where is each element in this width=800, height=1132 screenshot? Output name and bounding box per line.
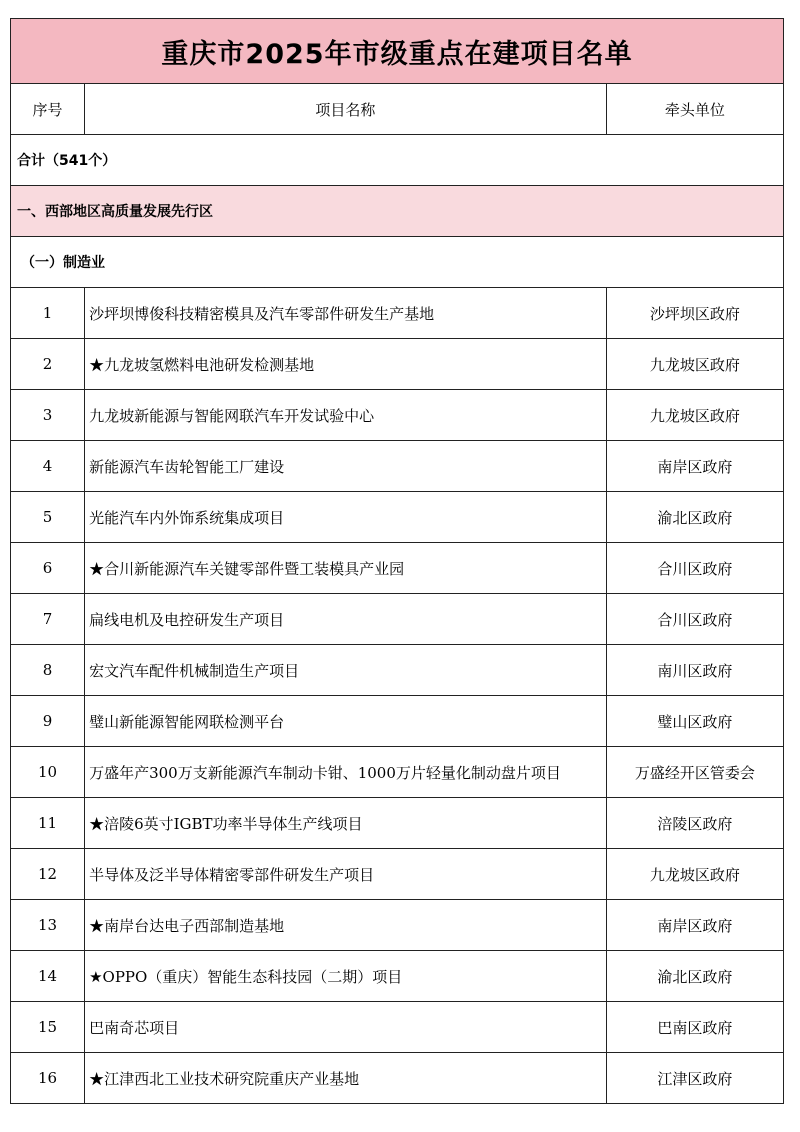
table-row [11,492,784,543]
project-name: 新能源汽车齿轮智能工厂建设 [85,441,607,492]
table-row [11,441,784,492]
project-name: 九龙坡新能源与智能网联汽车开发试验中心 [85,390,607,441]
table-row [11,696,784,747]
lead-unit: 南岸区政府 [606,900,783,951]
table-row [11,594,784,645]
lead-unit: 合川区政府 [606,594,783,645]
table-row [11,1053,784,1104]
lead-unit: 万盛经开区管委会 [606,747,783,798]
header-no: 序号 [11,84,85,135]
row-number: 12 [11,849,85,900]
row-number: 6 [11,543,85,594]
project-name: 万盛年产300万支新能源汽车制动卡钳、1000万片轻量化制动盘片项目 [85,747,607,798]
lead-unit: 渝北区政府 [606,951,783,1002]
table-row [11,1002,784,1053]
row-number: 9 [11,696,85,747]
row-number: 11 [11,798,85,849]
lead-unit: 涪陵区政府 [606,798,783,849]
table-row [11,288,784,339]
title-row [11,19,784,84]
row-number: 2 [11,339,85,390]
table-row [11,849,784,900]
project-name: ★江津西北工业技术研究院重庆产业基地 [85,1053,607,1104]
lead-unit: 巴南区政府 [606,1002,783,1053]
row-number: 15 [11,1002,85,1053]
row-number: 14 [11,951,85,1002]
project-name: 璧山新能源智能网联检测平台 [85,696,607,747]
header-unit: 牵头单位 [606,84,783,135]
project-name: ★合川新能源汽车关键零部件暨工装模具产业园 [85,543,607,594]
project-name: 半导体及泛半导体精密零部件研发生产项目 [85,849,607,900]
lead-unit: 南川区政府 [606,645,783,696]
row-number: 8 [11,645,85,696]
project-name: 沙坪坝博俊科技精密模具及汽车零部件研发生产基地 [85,288,607,339]
subsection-row [11,237,784,288]
table-body [11,19,784,1104]
document-title: 重庆市2025年市级重点在建项目名单 [11,19,784,84]
table-row [11,543,784,594]
lead-unit: 江津区政府 [606,1053,783,1104]
row-number: 13 [11,900,85,951]
table-row [11,747,784,798]
section-row [11,186,784,237]
lead-unit: 九龙坡区政府 [606,390,783,441]
row-number: 7 [11,594,85,645]
table-row [11,951,784,1002]
project-name: 光能汽车内外饰系统集成项目 [85,492,607,543]
total-label: 合计（541个） [11,135,784,186]
project-list-table [10,18,784,1104]
table-row [11,390,784,441]
row-number: 4 [11,441,85,492]
row-number: 10 [11,747,85,798]
project-name: 扁线电机及电控研发生产项目 [85,594,607,645]
header-name: 项目名称 [85,84,607,135]
section-label: 一、西部地区高质量发展先行区 [11,186,784,237]
lead-unit: 璧山区政府 [606,696,783,747]
total-row [11,135,784,186]
lead-unit: 九龙坡区政府 [606,339,783,390]
lead-unit: 渝北区政府 [606,492,783,543]
header-row [11,84,784,135]
row-number: 3 [11,390,85,441]
project-name: ★九龙坡氢燃料电池研发检测基地 [85,339,607,390]
lead-unit: 南岸区政府 [606,441,783,492]
subsection-label: （一）制造业 [11,237,784,288]
table-row [11,645,784,696]
project-name: 宏文汽车配件机械制造生产项目 [85,645,607,696]
project-name: ★南岸台达电子西部制造基地 [85,900,607,951]
row-number: 16 [11,1053,85,1104]
project-name: ★涪陵6英寸IGBT功率半导体生产线项目 [85,798,607,849]
table-row [11,798,784,849]
lead-unit: 合川区政府 [606,543,783,594]
project-name: 巴南奇芯项目 [85,1002,607,1053]
table-row [11,900,784,951]
project-name: ★OPPO（重庆）智能生态科技园（二期）项目 [85,951,607,1002]
row-number: 5 [11,492,85,543]
row-number: 1 [11,288,85,339]
lead-unit: 九龙坡区政府 [606,849,783,900]
lead-unit: 沙坪坝区政府 [606,288,783,339]
table-row [11,339,784,390]
